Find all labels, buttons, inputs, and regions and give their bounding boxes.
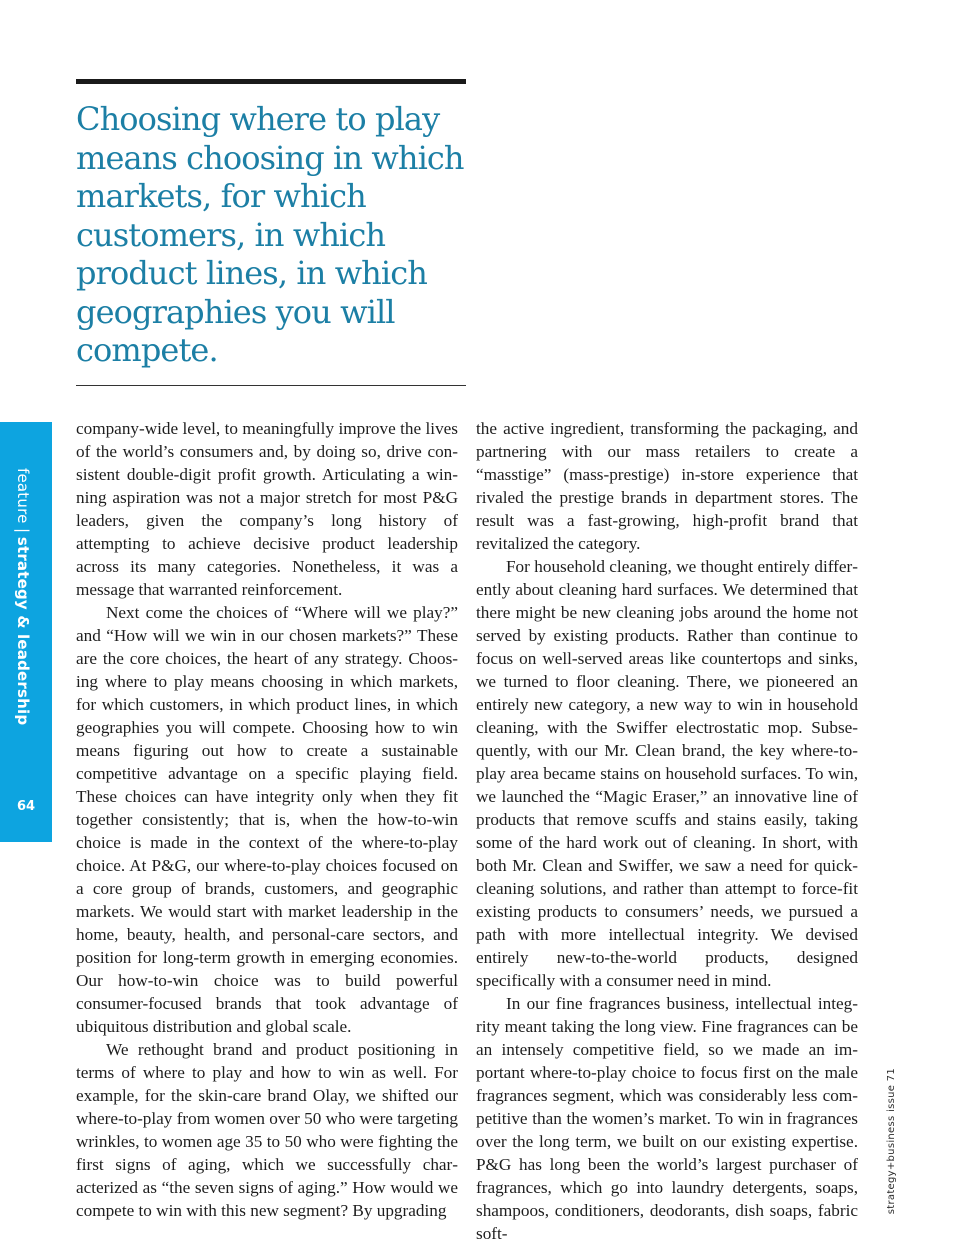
paragraph: In our fine fragrances business, intellectual integrity meant taking the long view. Fine fragrances can be an intensely competitive field, so we made an important where-to-play choice to focus first on the male fragrances segment, which was considerably less competitive than the women’s market. To win in fragrances over the long term, we built on our existing expertise. P&G has long been the world’s largest purchaser of fragrances, which go into laundry detergents, soaps, shampoos, conditioners, deodorants, dish soaps, fabric soft- xyxy=(476,994,858,1243)
page-number: 64 xyxy=(16,799,36,814)
pull-quote-divider xyxy=(76,385,466,386)
section-separator: | xyxy=(14,527,32,533)
section-label xyxy=(14,468,32,725)
running-footer: strategy+business issue 71 xyxy=(886,1068,897,1215)
paragraph: Next come the choices of “Where will we play?” and “How will we win in our chosen markets?” These are the core choices, the heart of any strategy. Choosing where to play means choosing in which markets, for which customers, in which product lines, in which geographies you will compete. Choosing how to win means figuring out how to create a sustainable competitive advantage on a specific playing field. These choices can have integrity only when they fit together consistently; that is, when the how-to-win choice is made in the context of the where-to-play choice. At P&G, our where-to-play choices focused on a core group of brands, customers, and geographic markets. We would start with market leadership in the home, beauty, health, and personal-care sectors, and position for long-term growth in emerging economies. Our how-to-win choice was to build powerful consumer-focused brands that took advantage of ubiquitous distribution and global scale. xyxy=(76,603,458,1036)
paragraph: company-wide level, to meaningfully improve the lives of the world’s consumers and, by doing so, drive consistent double-digit profit growth. Articulating a winning aspiration was not a major stretch for most P&G leaders, given the company’s long history of attempting to achieve decisive product leadership across its many categories. Nonetheless, it was a message that warranted reinforcement. xyxy=(76,419,458,599)
section-topic: strategy & leadership xyxy=(14,536,32,726)
section-name: feature xyxy=(14,468,32,524)
paragraph: We rethought brand and product positioning in terms of where to play and how to win as well. For example, for the skin-care brand Olay, we shifted our where-to-play from women over 50 who were targeting wrinkles, to women age 35 to 50 who were fighting the first signs of aging, which we successfully characterized as “the seven signs of aging.” How would we compete to win with this new segment? By upgrading xyxy=(76,1040,458,1220)
paragraph: For household cleaning, we thought entirely differently about cleaning hard surfaces. We determined that there might be new cleaning jobs around the home not served by existing products. Rather than continue to focus on well-served areas like countertops and sinks, we turned to floor cleaning. There, we pioneered an entirely new category, a new way to win in household cleaning, with the Swiffer electrostatic mop. Subsequently, with our Mr. Clean brand, the key where-to-play area became stains on household surfaces. To win, we launched the “Magic Eraser,” an innovative line of products that remove scuffs and stains easily, taking some of the hard work out of cleaning. In short, with both Mr. Clean and Swiffer, we saw a need for quick-cleaning solutions, and rather than attempt to force-fit existing products to consumers’ needs, we pursued a path with more intellectual integrity. We devised entirely new-to-the-world products, designed specifically with a consumer need in mind. xyxy=(476,557,858,990)
body-column-right xyxy=(476,417,858,1245)
pull-quote: Choosing where to play means choosing in which markets, for which customers, in which product lines, in which geographies you will compete. xyxy=(76,100,464,369)
body-column-left xyxy=(76,417,458,1222)
top-rule xyxy=(76,79,466,84)
paragraph: the active ingredient, transforming the packaging, and partnering with our mass retailers to create a “masstige” (mass-prestige) in-store experience that rivaled the prestige brands in department stores. The result was a fast-growing, high-profit brand that revitalized the category. xyxy=(476,419,858,553)
